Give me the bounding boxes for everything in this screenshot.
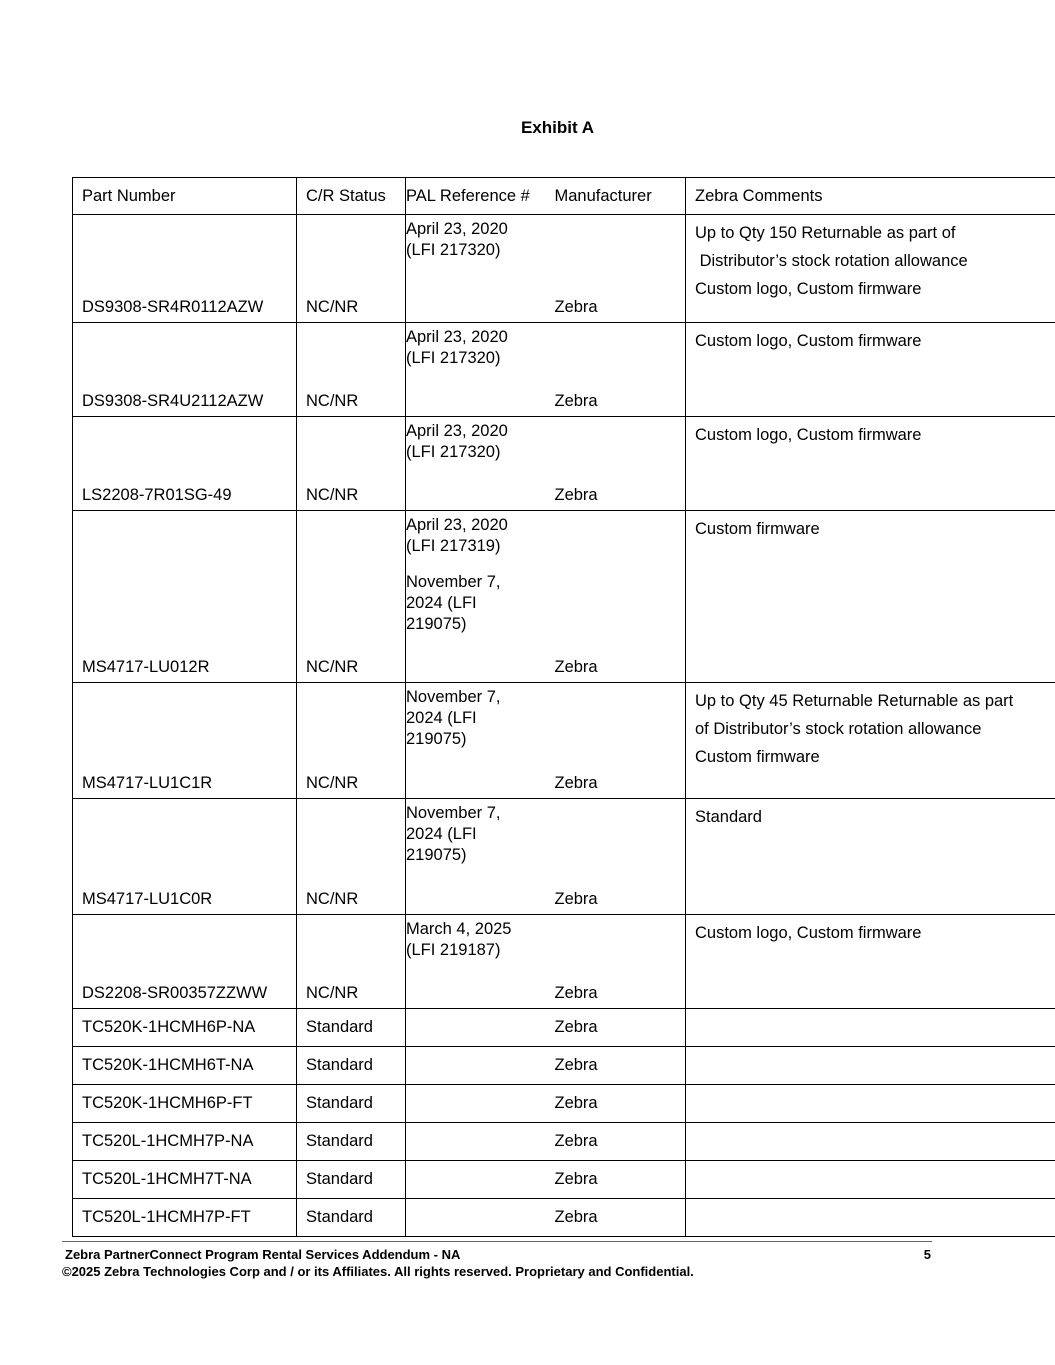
comment-line: Standard: [695, 808, 762, 826]
cell-manufacturer: [555, 1047, 686, 1085]
cell-pal-reference: [406, 683, 555, 799]
comment-line: Custom firmware: [695, 748, 820, 766]
comment-line: Custom logo, Custom firmware: [695, 280, 922, 298]
cell-part-number: [73, 1085, 297, 1123]
part-number: DS9308-SR4R0112AZW: [82, 298, 264, 316]
manufacturer: Zebra: [554, 392, 598, 410]
table-row: [73, 1085, 1055, 1123]
table-header-row: [73, 178, 1055, 215]
cell-manufacturer: [555, 215, 686, 323]
cell-zebra-comments: [686, 799, 1055, 915]
cell-cr-status: [297, 511, 406, 683]
pal-reference: April 23, 2020 (LFI 217320): [406, 220, 508, 259]
cell-zebra-comments: [686, 683, 1055, 799]
cr-status: NC/NR: [306, 774, 359, 792]
part-number: TC520K-1HCMH6P-FT: [82, 1094, 253, 1112]
cell-zebra-comments: [686, 417, 1055, 511]
cell-part-number: [73, 915, 297, 1009]
cell-pal-reference: [406, 1047, 555, 1085]
cell-cr-status: [297, 1123, 406, 1161]
header-part-number: Part Number: [73, 178, 297, 215]
part-number: TC520L-1HCMH7P-NA: [82, 1132, 254, 1150]
cell-pal-reference: [406, 1123, 555, 1161]
cell-cr-status: [297, 1047, 406, 1085]
comment-line: Distributor’s stock rotation allowance: [695, 252, 968, 270]
comment-line: of Distributor’s stock rotation allowance: [695, 720, 982, 738]
cell-pal-reference: [406, 417, 555, 511]
manufacturer: Zebra: [554, 984, 598, 1002]
cell-manufacturer: [555, 1161, 686, 1199]
cr-status: Standard: [306, 1056, 373, 1074]
cell-cr-status: [297, 1161, 406, 1199]
cell-pal-reference: [406, 1161, 555, 1199]
manufacturer: Zebra: [554, 298, 598, 316]
table-row: [73, 1047, 1055, 1085]
page-number: 5: [923, 1247, 931, 1262]
comment-line: Custom logo, Custom firmware: [695, 924, 922, 942]
table-row: [73, 683, 1055, 799]
cell-manufacturer: [555, 1085, 686, 1123]
table-row: [73, 1161, 1055, 1199]
part-number: TC520K-1HCMH6P-NA: [82, 1018, 256, 1036]
cell-manufacturer: [555, 417, 686, 511]
table-row: [73, 417, 1055, 511]
manufacturer: Zebra: [554, 1094, 598, 1112]
part-number: TC520L-1HCMH7P-FT: [82, 1208, 251, 1226]
cr-status: NC/NR: [306, 984, 359, 1002]
cell-cr-status: [297, 1009, 406, 1047]
manufacturer: Zebra: [554, 1132, 598, 1150]
manufacturer: Zebra: [554, 658, 598, 676]
page-title: Exhibit A: [520, 118, 595, 137]
cell-pal-reference: [406, 511, 555, 683]
cell-cr-status: [297, 215, 406, 323]
cell-zebra-comments: [686, 1199, 1055, 1237]
table-row: [73, 1123, 1055, 1161]
cell-zebra-comments: [686, 1123, 1055, 1161]
cell-pal-reference: [406, 323, 555, 417]
part-number: MS4717-LU1C0R: [82, 890, 213, 908]
table-row: [73, 1009, 1055, 1047]
header-cr-status: C/R Status: [297, 178, 406, 215]
part-number: MS4717-LU012R: [82, 658, 210, 676]
cell-part-number: [73, 323, 297, 417]
pal-reference: April 23, 2020 (LFI 217320): [406, 422, 508, 461]
cell-cr-status: [297, 915, 406, 1009]
cell-part-number: [73, 417, 297, 511]
header-manufacturer: Manufacturer: [555, 178, 686, 215]
cell-cr-status: [297, 1085, 406, 1123]
cr-status: NC/NR: [306, 486, 359, 504]
footer-line-1: [65, 1247, 931, 1262]
cell-zebra-comments: [686, 1161, 1055, 1199]
part-number: LS2208-7R01SG-49: [82, 486, 232, 504]
cr-status: NC/NR: [306, 890, 359, 908]
cell-part-number: [73, 1047, 297, 1085]
cell-zebra-comments: [686, 1085, 1055, 1123]
cr-status: Standard: [306, 1170, 373, 1188]
part-number: DS2208-SR00357ZZWW: [82, 984, 268, 1002]
cr-status: Standard: [306, 1132, 373, 1150]
header-zebra-comments: Zebra Comments: [686, 178, 1055, 215]
manufacturer: Zebra: [554, 1018, 598, 1036]
cell-zebra-comments: [686, 511, 1055, 683]
pal-reference: April 23, 2020 (LFI 217320): [406, 328, 508, 367]
part-number: MS4717-LU1C1R: [82, 774, 213, 792]
cr-status: Standard: [306, 1094, 373, 1112]
cell-cr-status: [297, 417, 406, 511]
cell-manufacturer: [555, 683, 686, 799]
cr-status: NC/NR: [306, 658, 359, 676]
pal-reference: April 23, 2020 (LFI 217319): [406, 516, 508, 555]
comment-line: Up to Qty 45 Returnable Returnable as part: [695, 692, 1014, 710]
cell-zebra-comments: [686, 915, 1055, 1009]
comment-line: Custom firmware: [695, 520, 820, 538]
cell-cr-status: [297, 799, 406, 915]
part-number: TC520K-1HCMH6T-NA: [82, 1056, 254, 1074]
pal-reference: November 7, 2024 (LFI 219075): [406, 804, 501, 864]
cell-cr-status: [297, 1199, 406, 1237]
cell-manufacturer: [555, 511, 686, 683]
cell-manufacturer: [555, 1199, 686, 1237]
comment-line: Custom logo, Custom firmware: [695, 426, 922, 444]
manufacturer: Zebra: [554, 890, 598, 908]
cell-manufacturer: [555, 323, 686, 417]
table-row: [73, 511, 1055, 683]
cell-part-number: [73, 799, 297, 915]
table-row: [73, 323, 1055, 417]
part-number: TC520L-1HCMH7T-NA: [82, 1170, 252, 1188]
cell-part-number: [73, 511, 297, 683]
manufacturer: Zebra: [554, 486, 598, 504]
manufacturer: Zebra: [554, 1056, 598, 1074]
cell-manufacturer: [555, 915, 686, 1009]
pal-reference: November 7, 2024 (LFI 219075): [406, 573, 501, 633]
part-number: DS9308-SR4U2112AZW: [82, 392, 264, 410]
cell-part-number: [73, 1199, 297, 1237]
pal-reference: March 4, 2025 (LFI 219187): [406, 920, 512, 959]
comment-line: Up to Qty 150 Returnable as part of: [695, 224, 956, 242]
cr-status: Standard: [306, 1018, 373, 1036]
cell-zebra-comments: [686, 1047, 1055, 1085]
cell-manufacturer: [555, 1009, 686, 1047]
cell-part-number: [73, 215, 297, 323]
comment-line: Custom logo, Custom firmware: [695, 332, 922, 350]
table-row: [73, 915, 1055, 1009]
footer-divider: [62, 1241, 932, 1242]
cell-pal-reference: [406, 215, 555, 323]
cell-cr-status: [297, 323, 406, 417]
table-row: [73, 1199, 1055, 1237]
cell-pal-reference: [406, 1199, 555, 1237]
cell-pal-reference: [406, 799, 555, 915]
footer-copyright: ©2025 Zebra Technologies Corp and / or its Affiliates. All rights reserved. Proprietary and Confidential.: [62, 1264, 694, 1279]
manufacturer: Zebra: [554, 1170, 598, 1188]
cell-part-number: [73, 683, 297, 799]
footer-title: Zebra PartnerConnect Program Rental Services Addendum - NA: [65, 1247, 461, 1262]
cell-pal-reference: [406, 915, 555, 1009]
cell-zebra-comments: [686, 1009, 1055, 1047]
cell-manufacturer: [555, 1123, 686, 1161]
pal-reference: November 7, 2024 (LFI 219075): [406, 688, 501, 748]
cell-pal-reference: [406, 1009, 555, 1047]
cell-manufacturer: [555, 799, 686, 915]
cell-part-number: [73, 1009, 297, 1047]
cr-status: NC/NR: [306, 392, 359, 410]
table-row: [73, 215, 1055, 323]
cr-status: NC/NR: [306, 298, 359, 316]
table-row: [73, 799, 1055, 915]
cell-zebra-comments: [686, 215, 1055, 323]
cr-status: Standard: [306, 1208, 373, 1226]
cell-zebra-comments: [686, 323, 1055, 417]
manufacturer: Zebra: [554, 1208, 598, 1226]
exhibit-table: [72, 177, 1055, 1237]
cell-pal-reference: [406, 1085, 555, 1123]
header-pal-reference: PAL Reference #: [406, 178, 555, 215]
manufacturer: Zebra: [554, 774, 598, 792]
cell-part-number: [73, 1123, 297, 1161]
cell-cr-status: [297, 683, 406, 799]
cell-part-number: [73, 1161, 297, 1199]
